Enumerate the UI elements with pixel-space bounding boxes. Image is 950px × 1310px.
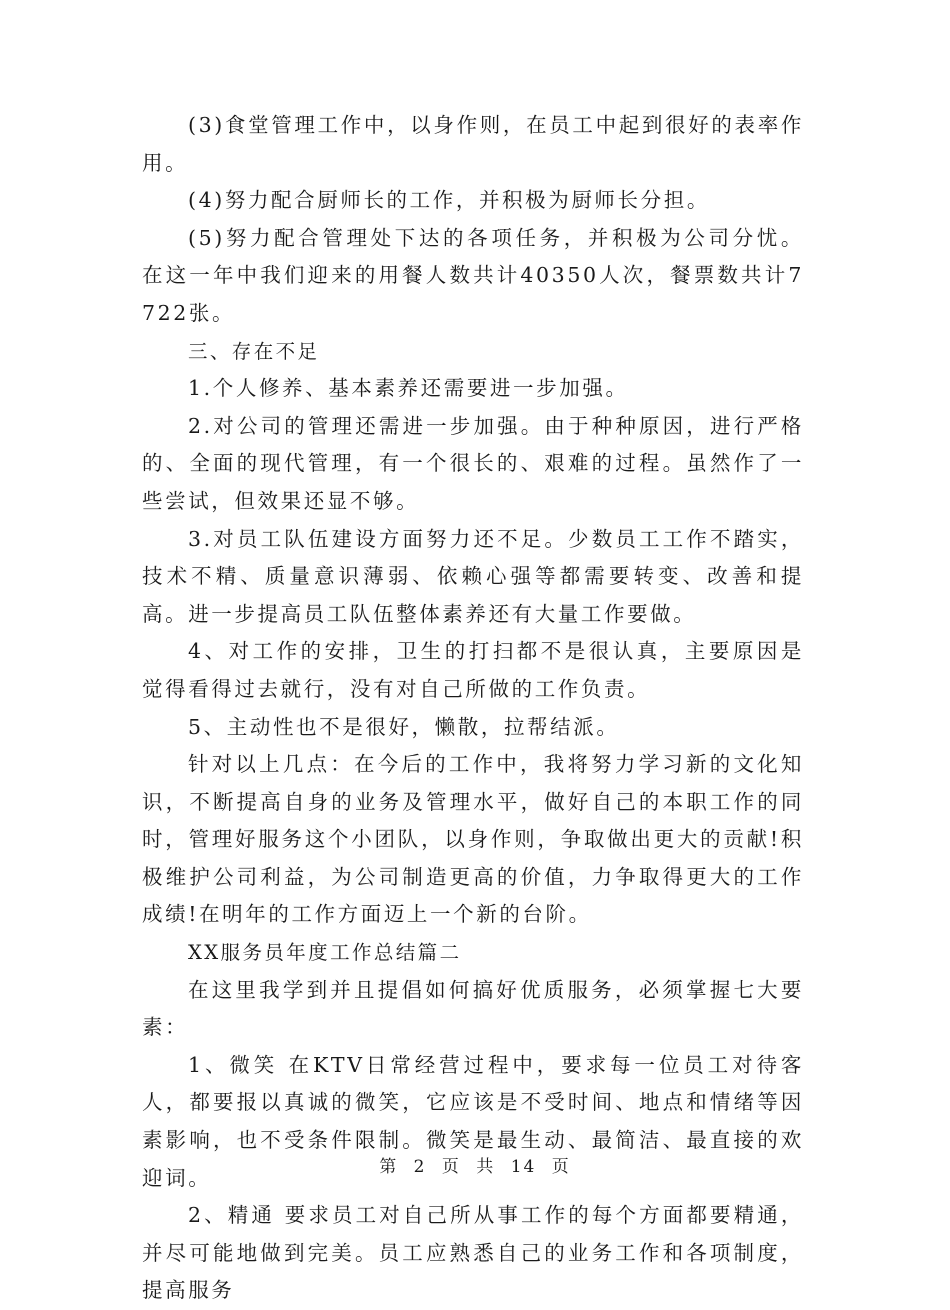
footer-total-pages: 14 xyxy=(510,1157,537,1177)
paragraph-shortcoming-4: 4、对工作的安排，卫生的打扫都不是很认真，主要原因是觉得看得过去就行，没有对自己所做的工作负责。 xyxy=(142,639,804,701)
footer-current-page: 2 xyxy=(413,1157,427,1177)
paragraph-assist-chef: (4)努力配合厨师长的工作，并积极为厨师长分担。 xyxy=(188,188,710,213)
paragraph-seven-elements-intro: 在这里我学到并且提倡如何搞好优质服务，必须掌握七大要素： xyxy=(142,977,804,1040)
paragraph-shortcoming-3: 3.对员工队伍建设方面努力还不足。少数员工工作不踏实，技术不精、质量意识薄弱、依赖心强等都需要转变、改善和提高。进一步提高员工队伍整体素养还有大量工作要做。 xyxy=(142,526,804,626)
document-body xyxy=(142,107,804,1310)
paragraph-shortcoming-1: 1.个人修养、基本素养还需要进一步加强。 xyxy=(188,376,629,401)
paragraph-tasks-stats: (5)努力配合管理处下达的各项任务，并积极为公司分忧。 在这一年中我们迎来的用餐人数共计40350人次，餐票数共计7722张。 xyxy=(142,225,804,325)
paragraph-plan: 针对以上几点：在今后的工作中，我将努力学习新的文化知识，不断提高自身的业务及管理水平，做好自己的本职工作的同时，管理好服务这个小团队，以身作则，争取做出更大的贡献!积极维护公司利益，为公司制造更高的价值，力争取得更大的工作成绩!在明年的工作方面迈上一个新的台阶。 xyxy=(142,752,804,927)
paragraph-shortcoming-2: 2.对公司的管理还需进一步加强。由于种种原因，进行严格的、全面的现代管理，有一个很长的、艰难的过程。虽然作了一些尝试，但效果还显不够。 xyxy=(142,413,804,513)
footer-label-total: 共 xyxy=(476,1157,496,1177)
paragraph-element-smile: 1、微笑 在KTV日常经营过程中，要求每一位员工对待客人，都要报以真诚的微笑，它应该是不受时间、地点和情绪等因素影响，也不受条件限制。微笑是最生动、最简洁、最直接的欢迎词。 xyxy=(142,1052,804,1190)
footer-label-page-unit: 页 xyxy=(441,1157,461,1177)
paragraph-shortcoming-5: 5、主动性也不是很好，懒散，拉帮结派。 xyxy=(188,714,620,739)
page-footer xyxy=(0,1152,950,1177)
paragraph-canteen-example: (3)食堂管理工作中，以身作则，在员工中起到很好的表率作用。 xyxy=(142,113,804,175)
paragraph-element-proficiency: 2、精通 要求员工对自己所从事工作的每个方面都要精通，并尽可能地做到完美。员工应熟悉自己的业务工作和各项制度，提高服务 xyxy=(142,1203,804,1303)
section-heading-shortcomings: 三、存在不足 xyxy=(188,339,320,363)
footer-label-total-unit: 页 xyxy=(551,1157,571,1177)
footer-label-page: 第 xyxy=(379,1157,399,1177)
section-title-part-two: XX服务员年度工作总结篇二 xyxy=(188,941,462,965)
